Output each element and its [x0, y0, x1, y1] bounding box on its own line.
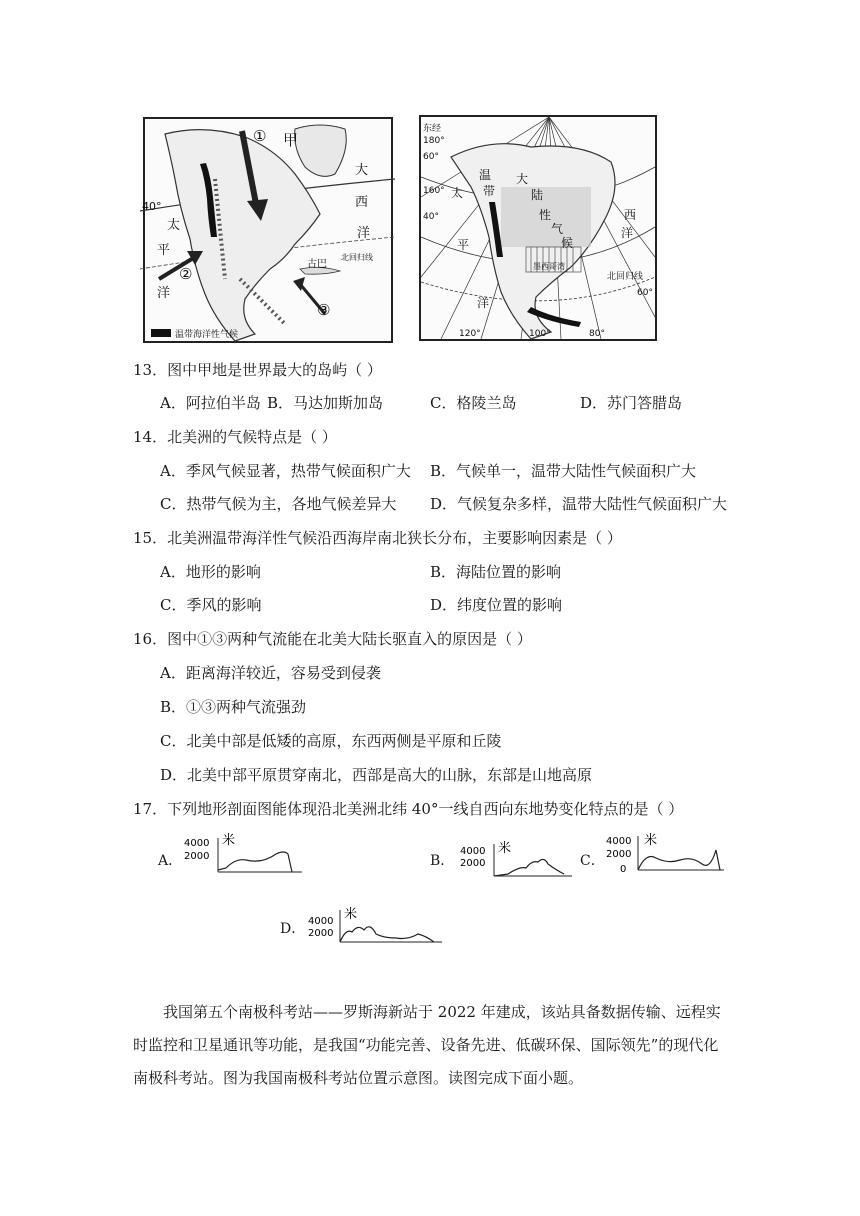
label-xi: 西 — [355, 195, 369, 210]
profile-a-letter: A． — [158, 853, 183, 869]
label-yang-west: 洋 — [157, 286, 171, 301]
label-w160: 160° — [423, 186, 445, 196]
label-yang-w: 洋 — [477, 296, 490, 310]
q13-option-d[interactable]: D．苏门答腊岛 — [580, 394, 683, 412]
unit-label: 米 — [498, 841, 512, 856]
label-jia: 甲 — [283, 131, 299, 149]
label-yang-e: 洋 — [621, 226, 634, 240]
unit-label: 米 — [222, 833, 236, 848]
question-17-stem: 17．下列地形剖面图能体现沿北美洲北纬 40°一线自西向东地势变化特点的是（ ） — [133, 800, 684, 818]
label-da: 大 — [516, 172, 529, 186]
label-lu: 陆 — [531, 188, 544, 202]
label-wen: 温 — [479, 168, 492, 182]
label-hou: 候 — [561, 236, 574, 250]
reading-passage: 我国第五个南极科考站——罗斯海新站于 2022 年建成，该站具备数据传输、远程实时监控和卫星通讯等功能，是我国“功能完善、设备先进、低碳环保、国际领先”的现代化南极科考站。图为我国南极科考站位置示意图。读图完成下面小题。 — [133, 1003, 721, 1087]
q17-profile-d[interactable] — [280, 904, 450, 959]
q14-option-d[interactable]: D．气候复杂多样，温带大陆性气候面积广大 — [430, 495, 728, 513]
question-13-stem: 13．图中甲地是世界最大的岛屿（ ） — [133, 361, 382, 379]
unit-label: 米 — [344, 907, 358, 922]
legend-swatch — [151, 329, 171, 337]
label-lat60: 60° — [423, 152, 439, 162]
map-north-america-climate — [419, 115, 657, 341]
label-qi: 气 — [551, 222, 564, 236]
label-lat40: 40° — [142, 200, 162, 213]
tick-2000: 2000 — [606, 849, 632, 860]
tick-4000: 4000 — [184, 838, 210, 849]
profile-c-letter: C． — [580, 853, 605, 869]
label-c1: ① — [253, 127, 267, 145]
q17-profile-c[interactable] — [580, 830, 730, 885]
tick-4000: 4000 — [308, 916, 334, 927]
q15-option-c[interactable]: C．季风的影响 — [160, 596, 262, 614]
question-15-stem: 15．北美洲温带海洋性气候沿西海岸南北狭长分布，主要影响因素是（ ） — [133, 529, 622, 547]
tick-2000: 2000 — [460, 858, 486, 869]
label-lon100: 100° — [529, 329, 551, 339]
label-yang-east: 洋 — [357, 226, 371, 241]
q14-option-a[interactable]: A．季风气候显著，热带气候面积广大 — [160, 462, 411, 480]
label-dongjing: 东经 — [423, 124, 442, 134]
profile-d-letter: D． — [280, 921, 306, 937]
q13-option-a[interactable]: A．阿拉伯半岛 — [160, 394, 261, 412]
label-xing: 性 — [539, 208, 552, 222]
label-da: 大 — [355, 163, 369, 178]
q14-option-b[interactable]: B．气候单一，温带大陆性气候面积广大 — [430, 462, 697, 480]
tick-4000: 4000 — [606, 836, 632, 847]
label-lon120: 120° — [459, 329, 481, 339]
label-tai: 太 — [167, 218, 181, 233]
q13-option-c[interactable]: C．格陵兰岛 — [430, 394, 517, 412]
q15-option-b[interactable]: B．海陆位置的影响 — [430, 563, 562, 581]
label-lat40: 40° — [423, 212, 439, 222]
label-xi: 西 — [624, 208, 637, 222]
label-lon80: 80° — [589, 329, 605, 339]
tick-2000: 2000 — [184, 851, 210, 862]
label-ping: 平 — [157, 243, 171, 258]
q14-option-c[interactable]: C．热带气候为主，各地气候差异大 — [160, 495, 397, 513]
map-north-america-airflows — [143, 117, 393, 343]
label-dai: 带 — [483, 184, 496, 198]
q16-option-d[interactable]: D．北美中部平原贯穿南北，西部是高大的山脉，东部是山地高原 — [160, 766, 593, 784]
label-c3: ③ — [317, 301, 331, 319]
question-16-stem: 16．图中①③两种气流能在北美大陆长驱直入的原因是（ ） — [133, 630, 532, 648]
label-tropic: 北回归线 — [607, 272, 644, 282]
tick-4000: 4000 — [460, 846, 486, 857]
tick-2000: 2000 — [308, 928, 334, 939]
unit-label: 米 — [644, 833, 658, 848]
label-tropic: 北回归线 — [341, 253, 373, 262]
profile-b-letter: B． — [430, 853, 455, 869]
label-mexico-gulf: 墨西哥湾 — [533, 262, 565, 271]
label-lat60e: 60° — [637, 288, 653, 298]
label-e180: 180° — [423, 136, 445, 146]
label-tai: 太 — [451, 186, 464, 200]
tick-0: 0 — [620, 864, 627, 875]
q17-profile-a[interactable] — [158, 830, 308, 885]
label-ping: 平 — [457, 238, 470, 252]
label-gubai: 古巴 — [307, 259, 327, 270]
q16-option-a[interactable]: A．距离海洋较近，容易受到侵袭 — [160, 664, 381, 682]
label-c2: ② — [179, 265, 193, 283]
q13-option-b[interactable]: B．马达加斯加岛 — [267, 394, 384, 412]
q15-option-a[interactable]: A．地形的影响 — [160, 563, 261, 581]
q17-profile-b[interactable] — [430, 830, 580, 885]
q16-option-c[interactable]: C．北美中部是低矮的高原，东西两侧是平原和丘陵 — [160, 732, 502, 750]
q16-option-b[interactable]: B．①③两种气流强劲 — [160, 698, 307, 716]
legend-label: 温带海洋性气候 — [175, 330, 239, 340]
q15-option-d[interactable]: D．纬度位置的影响 — [430, 596, 563, 614]
question-14-stem: 14．北美洲的气候特点是（ ） — [133, 428, 337, 446]
